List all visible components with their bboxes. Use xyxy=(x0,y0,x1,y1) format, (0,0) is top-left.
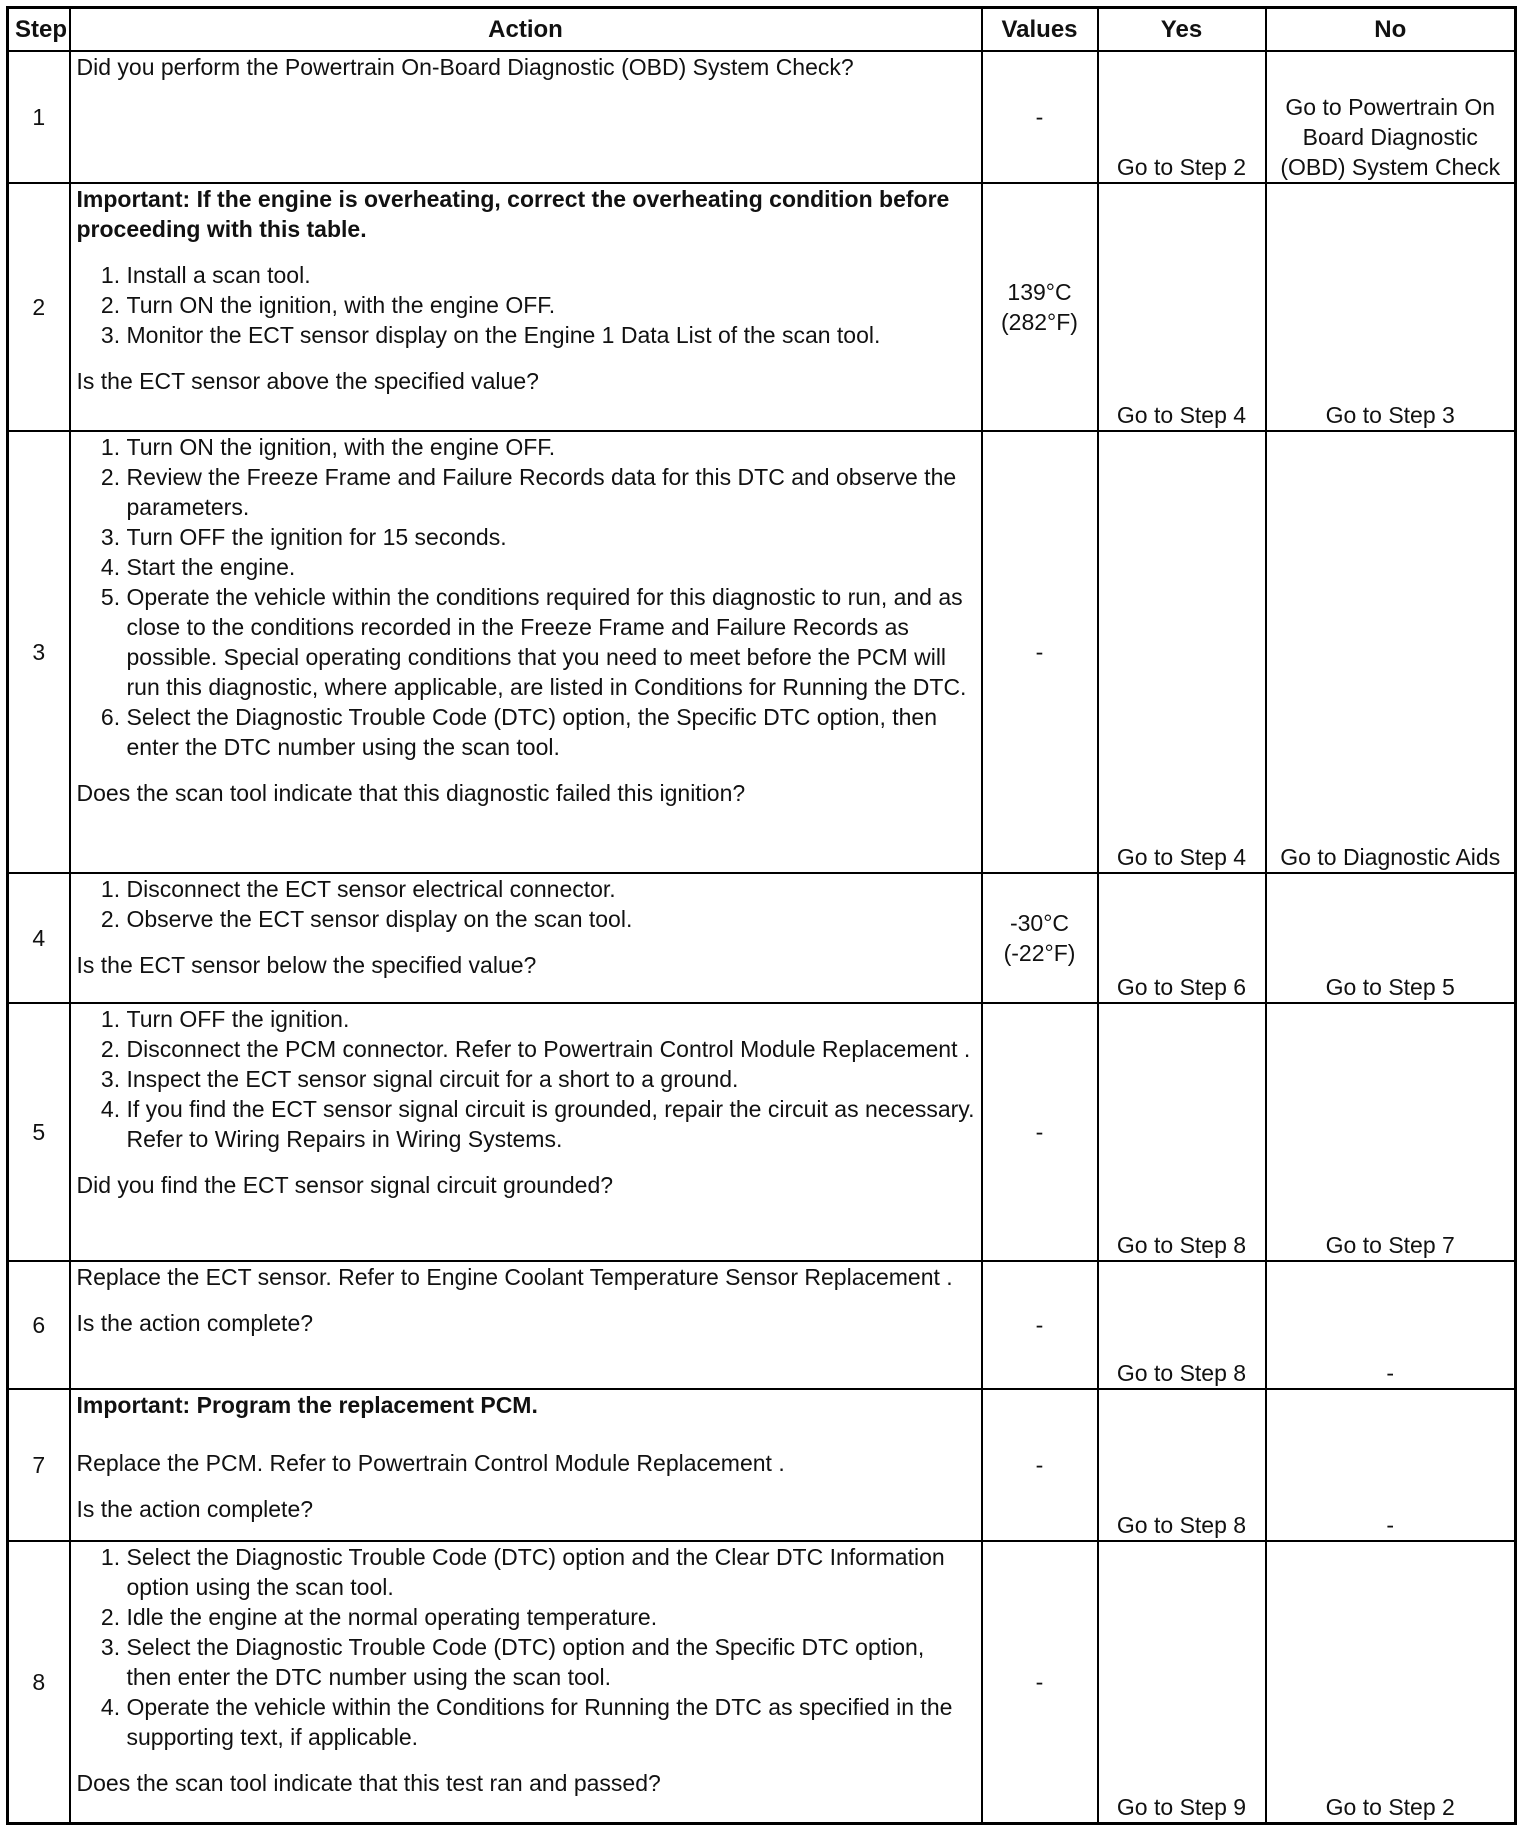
action-question: Is the action complete? xyxy=(76,1496,314,1522)
no-cell: Go to Step 7 xyxy=(1266,1003,1516,1261)
value-cell: - xyxy=(982,1541,1098,1823)
action-text: Did you perform the Powertrain On-Board Diagnostic (OBD) System Check? xyxy=(76,54,854,80)
list-item: 4. If you find the ECT sensor signal circuit is grounded, repair the circuit as necessary. Refer to Wiring Repairs in Wiring Systems. xyxy=(127,1094,975,1154)
list-item: 1. Turn OFF the ignition. xyxy=(127,1004,975,1034)
step-number: 3 xyxy=(8,431,70,873)
action-steps xyxy=(77,432,975,762)
list-item: 1. Select the Diagnostic Trouble Code (DTC) option and the Clear DTC Information option using the scan tool. xyxy=(127,1542,975,1602)
no-cell: - xyxy=(1266,1389,1516,1541)
no-cell: Go to Diagnostic Aids xyxy=(1266,431,1516,873)
header-step: Step xyxy=(8,8,70,52)
list-item: 1. Turn ON the ignition, with the engine OFF. xyxy=(127,432,975,462)
list-item: 6. Select the Diagnostic Trouble Code (DTC) option, the Specific DTC option, then enter the DTC number using the scan tool. xyxy=(127,702,975,762)
value-cell: - xyxy=(982,1389,1098,1541)
list-item: 2. Turn ON the ignition, with the engine OFF. xyxy=(127,290,975,320)
table-row xyxy=(8,1541,1516,1823)
header-row xyxy=(8,8,1516,52)
yes-cell: Go to Step 2 xyxy=(1098,51,1266,183)
list-item: 2. Review the Freeze Frame and Failure Records data for this DTC and observe the parameters. xyxy=(127,462,975,522)
value-cell: - xyxy=(982,51,1098,183)
table-row xyxy=(8,1003,1516,1261)
step-number: 1 xyxy=(8,51,70,183)
no-cell: - xyxy=(1266,1261,1516,1389)
action-cell xyxy=(70,431,982,873)
value-cell: - xyxy=(982,1261,1098,1389)
list-item: 2. Disconnect the PCM connector. Refer to Powertrain Control Module Replacement . xyxy=(127,1034,975,1064)
action-question: Did you find the ECT sensor signal circuit grounded? xyxy=(76,1172,614,1198)
list-item: 4. Start the engine. xyxy=(127,552,975,582)
no-cell: Go to Step 5 xyxy=(1266,873,1516,1003)
diagnostic-table xyxy=(6,6,1517,1825)
step-number: 8 xyxy=(8,1541,70,1823)
action-steps xyxy=(77,874,975,934)
important-note: Important: If the engine is overheating, correct the overheating condition before proceeding with this table. xyxy=(76,186,950,242)
list-item: 2. Idle the engine at the normal operating temperature. xyxy=(127,1602,975,1632)
step-number: 4 xyxy=(8,873,70,1003)
action-question: Does the scan tool indicate that this test ran and passed? xyxy=(76,1770,661,1796)
action-cell xyxy=(70,1389,982,1541)
yes-cell: Go to Step 9 xyxy=(1098,1541,1266,1823)
table-row xyxy=(8,1389,1516,1541)
action-cell xyxy=(70,1003,982,1261)
table-row xyxy=(8,183,1516,431)
action-question: Is the action complete? xyxy=(76,1310,314,1336)
list-item: 2. Observe the ECT sensor display on the scan tool. xyxy=(127,904,975,934)
table-row xyxy=(8,1261,1516,1389)
action-cell xyxy=(70,51,982,183)
list-item: 3. Inspect the ECT sensor signal circuit for a short to a ground. xyxy=(127,1064,975,1094)
table-row xyxy=(8,51,1516,183)
yes-cell: Go to Step 8 xyxy=(1098,1003,1266,1261)
value-cell: - xyxy=(982,1003,1098,1261)
yes-cell: Go to Step 8 xyxy=(1098,1261,1266,1389)
value-cell: 139°C (282°F) xyxy=(982,183,1098,431)
table-row xyxy=(8,873,1516,1003)
header-no: No xyxy=(1266,8,1516,52)
header-action: Action xyxy=(70,8,982,52)
table-row xyxy=(8,431,1516,873)
action-cell xyxy=(70,873,982,1003)
value-cell: - xyxy=(982,431,1098,873)
no-cell: Go to Step 2 xyxy=(1266,1541,1516,1823)
yes-cell: Go to Step 4 xyxy=(1098,431,1266,873)
no-cell: Go to Powertrain On Board Diagnostic (OBD) System Check xyxy=(1266,51,1516,183)
value-cell: -30°C (-22°F) xyxy=(982,873,1098,1003)
action-steps xyxy=(77,1004,975,1154)
yes-cell: Go to Step 4 xyxy=(1098,183,1266,431)
no-cell: Go to Step 3 xyxy=(1266,183,1516,431)
list-item: 4. Operate the vehicle within the Conditions for Running the DTC as specified in the supporting text, if applicable. xyxy=(127,1692,975,1752)
yes-cell: Go to Step 8 xyxy=(1098,1389,1266,1541)
action-cell xyxy=(70,1261,982,1389)
list-item: 1. Install a scan tool. xyxy=(127,260,975,290)
header-yes: Yes xyxy=(1098,8,1266,52)
action-steps xyxy=(77,1542,975,1752)
important-note: Important: Program the replacement PCM. xyxy=(76,1392,538,1418)
action-cell xyxy=(70,183,982,431)
action-question: Is the ECT sensor below the specified value? xyxy=(76,952,537,978)
list-item: 1. Disconnect the ECT sensor electrical connector. xyxy=(127,874,975,904)
list-item: 3. Monitor the ECT sensor display on the Engine 1 Data List of the scan tool. xyxy=(127,320,975,350)
step-number: 2 xyxy=(8,183,70,431)
header-values: Values xyxy=(982,8,1098,52)
action-text: Replace the ECT sensor. Refer to Engine Coolant Temperature Sensor Replacement . xyxy=(76,1264,953,1290)
step-number: 5 xyxy=(8,1003,70,1261)
yes-cell: Go to Step 6 xyxy=(1098,873,1266,1003)
action-cell xyxy=(70,1541,982,1823)
list-item: 3. Select the Diagnostic Trouble Code (DTC) option and the Specific DTC option, then enter the DTC number using the scan tool. xyxy=(127,1632,975,1692)
step-number: 6 xyxy=(8,1261,70,1389)
list-item: 3. Turn OFF the ignition for 15 seconds. xyxy=(127,522,975,552)
action-question: Does the scan tool indicate that this diagnostic failed this ignition? xyxy=(76,780,746,806)
step-number: 7 xyxy=(8,1389,70,1541)
action-text: Replace the PCM. Refer to Powertrain Control Module Replacement . xyxy=(76,1450,785,1476)
action-steps xyxy=(77,260,975,350)
list-item: 5. Operate the vehicle within the conditions required for this diagnostic to run, and as close to the conditions recorded in the Freeze Frame and Failure Records as possible. Special operating conditions that you need to meet before the PCM will run this diagnostic, where applicable, are listed in Conditions for Running the DTC. xyxy=(127,582,975,702)
action-question: Is the ECT sensor above the specified value? xyxy=(76,368,539,394)
